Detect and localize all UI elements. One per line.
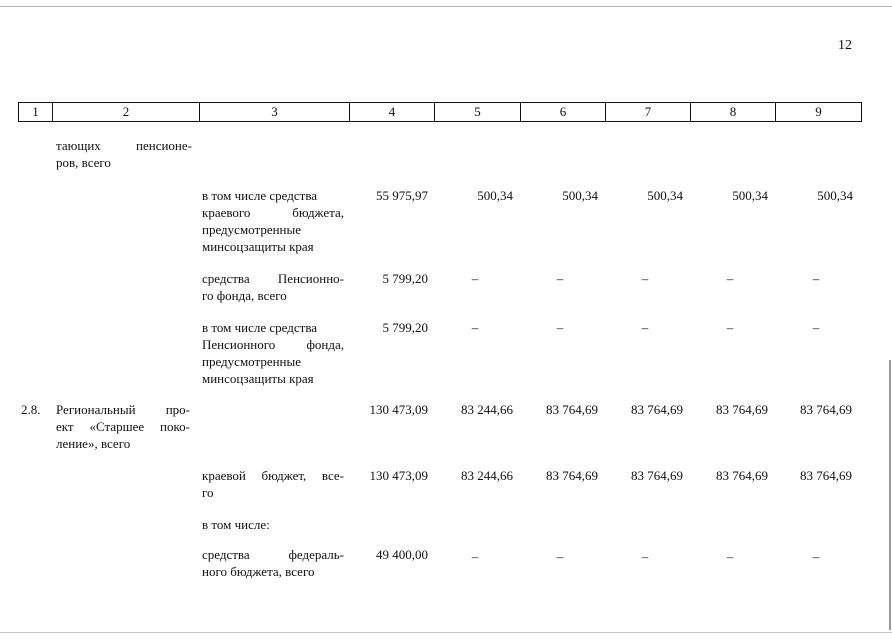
- row-name-line: Региональный про-: [56, 402, 190, 417]
- value-col-4: 130 473,09: [369, 402, 428, 417]
- row-name-line: ление», всего: [56, 436, 131, 451]
- value-col-4: 130 473,09: [369, 468, 428, 483]
- value-col-9: 83 764,69: [800, 402, 852, 417]
- row-name-line: тающих пенсионе-: [56, 138, 192, 153]
- value-col-4: 49 400,00: [376, 547, 428, 562]
- value-col-5: 500,34: [477, 188, 513, 203]
- column-header-4: 4: [350, 103, 435, 121]
- value-col-6: –: [556, 320, 564, 335]
- value-col-8: –: [726, 320, 734, 335]
- value-col-4: 55 975,97: [376, 188, 428, 203]
- page-number: 12: [838, 38, 852, 53]
- value-col-7: –: [641, 320, 649, 335]
- row-source-line: краевой бюджет, все-: [202, 468, 344, 483]
- column-header-7: 7: [606, 103, 691, 121]
- value-col-8: 83 764,69: [716, 468, 768, 483]
- scan-edge-top: [0, 6, 892, 7]
- value-col-4: 5 799,20: [382, 271, 428, 286]
- value-col-5: 83 244,66: [461, 468, 513, 483]
- value-col-6: 500,34: [562, 188, 598, 203]
- value-col-7: 500,34: [647, 188, 683, 203]
- scan-edge-right: [889, 360, 891, 630]
- row-source-line: средства Пенсионно-: [202, 271, 344, 286]
- value-col-8: 83 764,69: [716, 402, 768, 417]
- row-source-line: предусмотренные: [202, 222, 302, 237]
- value-col-7: 83 764,69: [631, 402, 683, 417]
- value-col-9: 500,34: [817, 188, 853, 203]
- row-source-line: предусмотренные: [202, 354, 302, 369]
- value-col-7: –: [641, 271, 649, 286]
- value-col-6: 83 764,69: [546, 402, 598, 417]
- value-col-5: 83 244,66: [461, 402, 513, 417]
- row-source-line: Пенсионного фонда,: [202, 337, 344, 352]
- value-col-5: –: [471, 549, 479, 564]
- row-source-line: в том числе средства: [202, 320, 318, 335]
- row-name-line: ект «Старшее поко-: [56, 419, 190, 434]
- row-source-line: в том числе:: [202, 517, 270, 532]
- row-source-line: минсоцзащиты края: [202, 239, 314, 254]
- column-header-5: 5: [435, 103, 521, 121]
- row-source-line: краевого бюджета,: [202, 205, 344, 220]
- scan-edge-bottom: [0, 632, 892, 633]
- value-col-8: –: [726, 271, 734, 286]
- value-col-8: –: [726, 549, 734, 564]
- value-col-5: –: [471, 320, 479, 335]
- column-header-1: 1: [19, 103, 53, 121]
- value-col-9: –: [812, 549, 820, 564]
- row-source-line: го фонда, всего: [202, 288, 287, 303]
- value-col-9: –: [812, 320, 820, 335]
- column-header-3: 3: [200, 103, 350, 121]
- row-number: 2.8.: [21, 402, 41, 417]
- value-col-6: –: [556, 549, 564, 564]
- column-header-9: 9: [815, 104, 822, 119]
- column-header-8: 8: [691, 103, 776, 121]
- value-col-4: 5 799,20: [382, 320, 428, 335]
- row-source-line: средства федераль-: [202, 547, 344, 562]
- row-source-line: го: [202, 485, 214, 500]
- row-source-line: минсоцзащиты края: [202, 371, 314, 386]
- value-col-6: 83 764,69: [546, 468, 598, 483]
- value-col-5: –: [471, 271, 479, 286]
- value-col-8: 500,34: [732, 188, 768, 203]
- value-col-6: –: [556, 271, 564, 286]
- value-col-7: 83 764,69: [631, 468, 683, 483]
- column-header-6: 6: [521, 103, 606, 121]
- value-col-9: –: [812, 271, 820, 286]
- row-source-line: ного бюджета, всего: [202, 564, 315, 579]
- value-col-7: –: [641, 549, 649, 564]
- value-col-9: 83 764,69: [800, 468, 852, 483]
- row-source-line: в том числе средства: [202, 188, 318, 203]
- column-header-2: 2: [53, 103, 200, 121]
- table-header-row: [18, 102, 862, 122]
- row-name-line: ров, всего: [56, 155, 111, 170]
